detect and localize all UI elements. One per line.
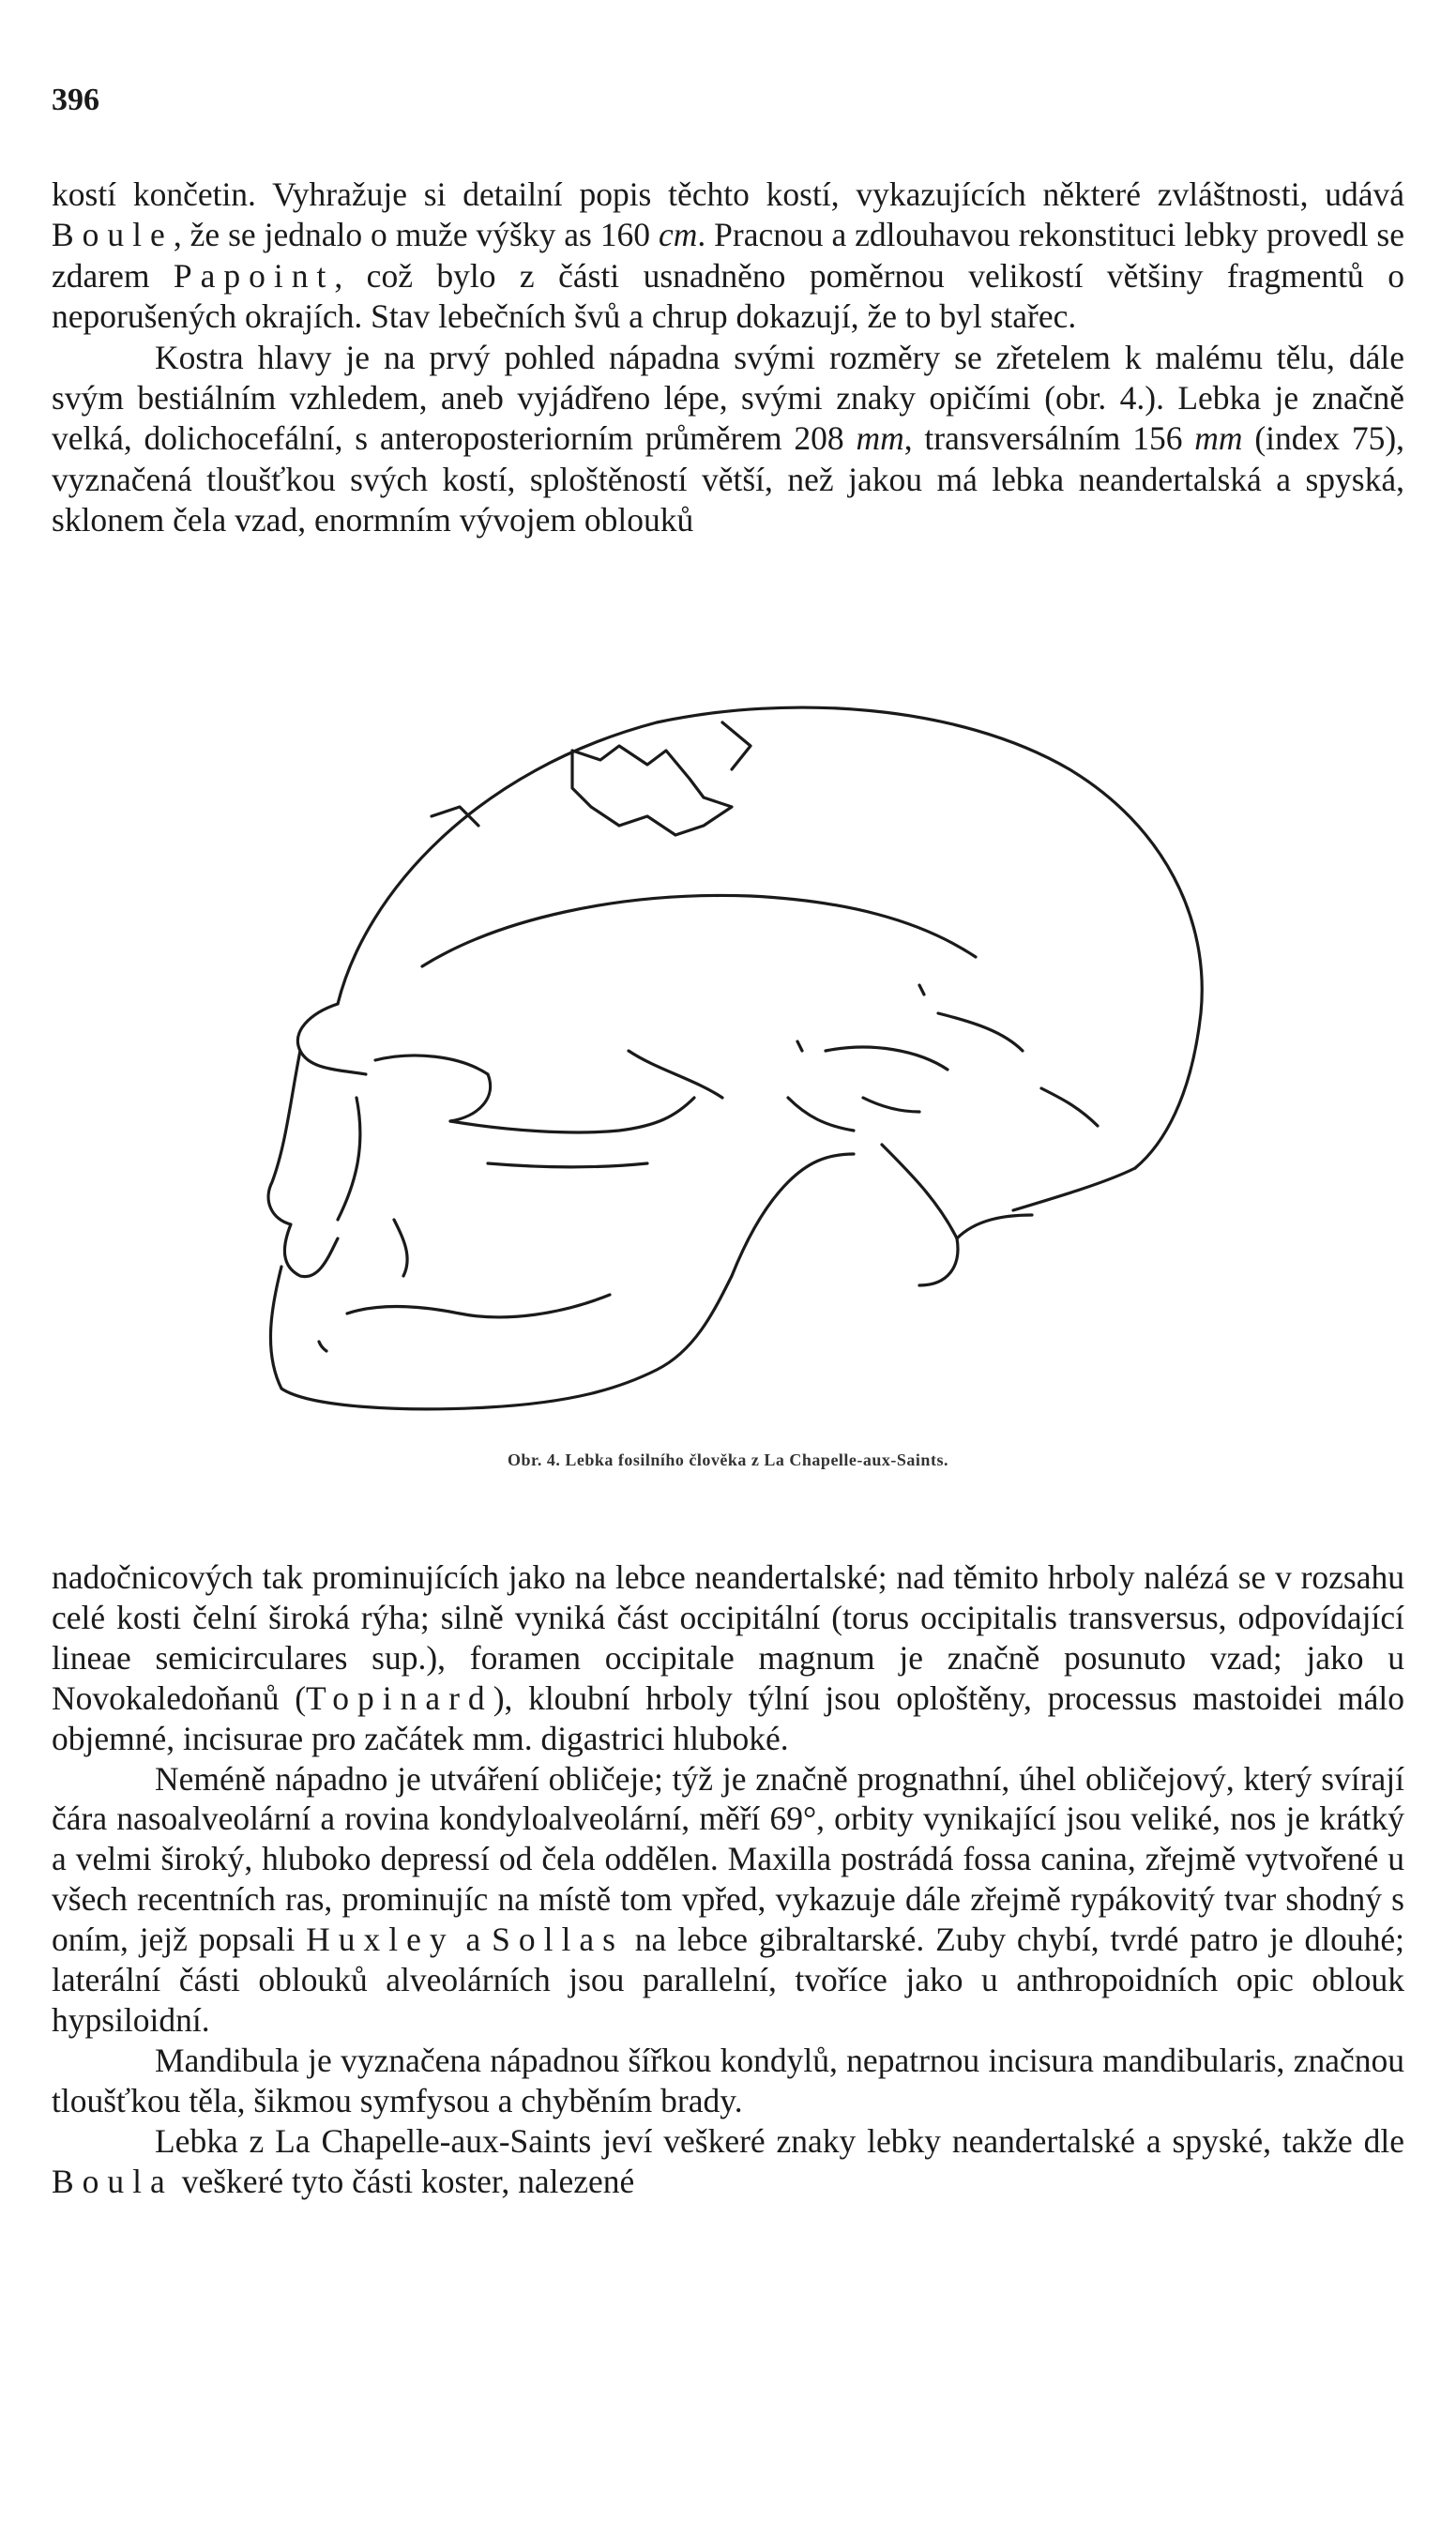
- skull-ramus-outline: [732, 1154, 854, 1276]
- text-run: , což bylo z části usnadněno poměrnou velikostí většiny fragmentů o neporušených okrajích. Stav lebečních švů a chrup dokazují, že to byl stařec.: [52, 256, 1404, 336]
- spaced-name: Papoint: [173, 256, 335, 295]
- body-text-bottom: [52, 1557, 1404, 2202]
- figure-caption: Obr. 4. Lebka fosilního člověka z La Chapelle-aux-Saints.: [508, 1450, 948, 1469]
- text-run: kostí končetin. Vyhražuje si detailní popis těchto kostí, vykazujících některé zvláštnosti, udává: [52, 175, 1404, 213]
- skull-reconstruction-patch: [572, 746, 732, 835]
- skull-occipital-outline: [1013, 1168, 1135, 1210]
- text-run: (index 75), vyznačená tloušťkou svých kostí, sploštěností větší, než jakou má lebka neandertalská a spyská, sklonem čela vzad, enormním vývojem oblouků: [52, 419, 1405, 539]
- text-run: , transversálním 156: [903, 419, 1195, 458]
- text-run: . Pracnou a zdlouhavou rekonstituci lebky provedl se zdarem: [52, 216, 1405, 295]
- text-run: mm: [856, 419, 904, 458]
- skull-jaw-outline: [270, 1267, 732, 1409]
- paragraph: [52, 1759, 1404, 2041]
- paragraph: [52, 338, 1404, 541]
- text-run: nadočnicových tak prominujících jako na lebce neandertalské; nad těmito hrboly nalézá se v rozsahu celé kosti čelní široká rýha; silně vyniká část occipitální (torus occipitalis transversus, odpovídající lineae semicirculares sup.), foramen occipitale magnum je značně posunuto vzad; jako u Novokaledoňanů (: [52, 1558, 1404, 1717]
- spaced-name: Huxley: [306, 1921, 455, 1959]
- spaced-name: Sollas: [492, 1921, 624, 1959]
- spaced-name: Boula: [52, 2162, 174, 2200]
- text-run: na lebce gibraltarské. Zuby chybí, tvrdé patro je dlouhé; laterální části oblouků alveolárních jsou parallelní, tvoříce jako u anthropoidních opic oblouk hypsiloidní.: [52, 1921, 1405, 2039]
- text-run: , že se jednalo o muže výšky as 160: [173, 216, 659, 254]
- skull-zygomatic-outline: [450, 1098, 694, 1132]
- skull-orbit-outline: [375, 1055, 491, 1121]
- page-number: 396: [52, 83, 99, 117]
- text-run: Neméně nápadno je utváření obličeje; týž je značně prognathní, úhel obličejový, který svírají čára nasoalveolární a rovina kondyloalveolární, měří 69°, orbity vynikající jsou veliké, nos je krátký a velmi široký, hluboko depressí od čela oddělen. Maxilla postrádá fossa canina, zřejmě vytvořené u všech recentních ras, prominujíc na místě tom vpřed, vykazuje dále zřejmě rypákovitý tvar shodný s oním, jejž popsali: [52, 1759, 1404, 1959]
- text-run: ), kloubní hrboly týlní jsou oploštěny, processus mastoidei málo objemné, incisurae pro začátek mm. digastrici hluboké.: [52, 1678, 1404, 1757]
- text-run: Mandibula je vyznačena nápadnou šířkou kondylů, nepatrnou incisura mandibularis, značnou tloušťkou těla, šikmou symfysou a chyběním brady.: [52, 2041, 1404, 2119]
- text-run: Lebka z La Chapelle-aux-Saints jeví veškeré znaky lebky neandertalské a spyské, takže dle: [155, 2121, 1404, 2160]
- text-run: Kostra hlavy je na prvý pohled nápadna svými rozměry se zřetelem k malému tělu, dále svým bestiálním vzhledem, aneb vyjádřeno lépe, svými znaky opičími (obr. 4.). Lebka je značně velká, dolichocefální, s anteroposteriorním průměrem 208: [52, 338, 1404, 458]
- figure-skull: [263, 657, 1229, 1435]
- paragraph: [52, 2121, 1404, 2202]
- text-run: mm: [1194, 419, 1243, 458]
- paragraph: [52, 2041, 1404, 2121]
- paragraph: [52, 1557, 1404, 1759]
- skull-brow-outline: [297, 1004, 366, 1074]
- skull-vault-outline: [338, 707, 1202, 1168]
- spaced-name: Boule: [52, 216, 174, 254]
- text-run: cm: [658, 216, 698, 254]
- text-run: a: [454, 1921, 493, 1959]
- paragraph: [52, 175, 1404, 338]
- skull-face-outline: [268, 1051, 338, 1277]
- text-run: veškeré tyto části koster, nalezené: [173, 2162, 635, 2200]
- skull-temporal-line: [422, 895, 976, 966]
- skull-mastoid-outline: [882, 1145, 958, 1285]
- body-text-top: [52, 175, 1404, 541]
- spaced-name: Topinard: [306, 1678, 493, 1717]
